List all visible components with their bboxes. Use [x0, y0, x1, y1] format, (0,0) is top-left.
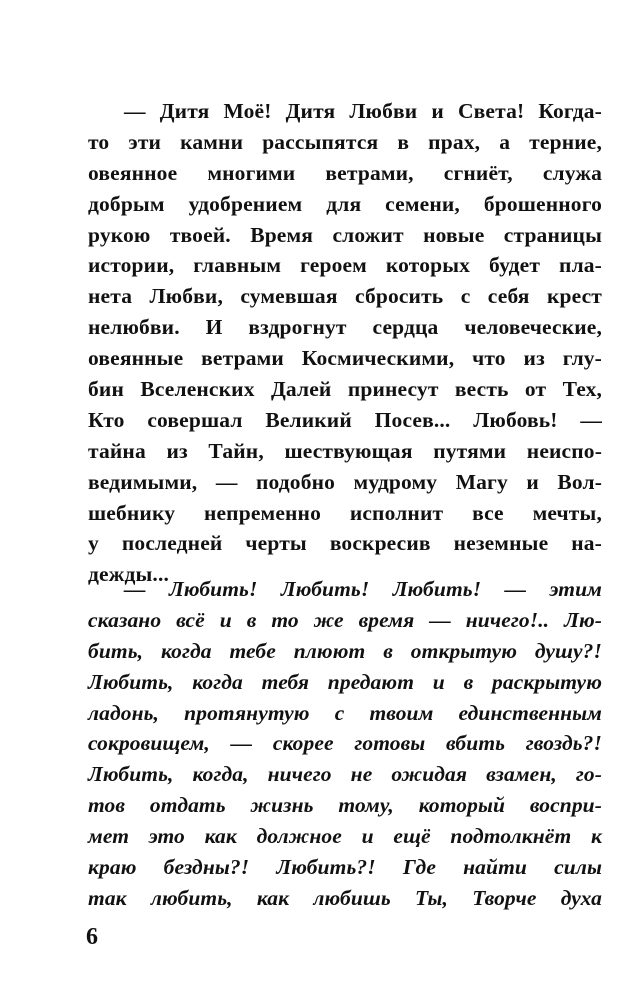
- text-line: нелюбви. И вздрогнут сердца человеческие,: [88, 315, 602, 340]
- text-line: у последней черты воскресив неземные на-: [88, 531, 602, 556]
- text-line: сокровищем, — скорее готовы вбить гвоздь?!: [88, 731, 602, 756]
- text-line: шебнику непременно исполнит все мечты,: [88, 500, 602, 525]
- text-line: так любить, как любишь Ты, Творче духа: [88, 885, 602, 910]
- text-line: рукою твоей. Время сложит новые страницы: [88, 222, 602, 247]
- text-line: истории, главным героем которых будет пла-: [88, 253, 602, 278]
- text-line: то эти камни рассыпятся в прах, а терние,: [88, 129, 602, 154]
- text-line: — Дитя Моё! Дитя Любви и Света! Когда-: [124, 99, 602, 123]
- page-number: 6: [86, 924, 98, 950]
- text-line: овеянные ветрами Космическими, что из глу-: [88, 346, 602, 371]
- text-line: дежды...: [88, 562, 169, 587]
- text-line: бин Вселенских Далей принесут весть от Тех,: [88, 377, 602, 402]
- text-line: краю бездны?! Любить?! Где найти силы: [88, 855, 602, 880]
- text-line: ведимыми, — подобно мудрому Магу и Вол-: [88, 469, 602, 494]
- text-line: тов отдать жизнь тому, который воспри-: [88, 793, 602, 818]
- text-line: бить, когда тебе плюют в открытую душу?!: [88, 638, 602, 663]
- text-line: ладонь, протянутую с твоим единственным: [88, 700, 602, 725]
- text-line: Любить, когда, ничего не ожидая взамен, го-: [88, 762, 602, 787]
- text-line: тайна из Тайн, шествующая путями неиспо-: [88, 438, 602, 463]
- text-line: сказано всё и в то же время — ничего!.. Лю-: [88, 607, 602, 632]
- text-line: Любить, когда тебя предают и в раскрытую: [88, 669, 602, 694]
- text-line: нета Любви, сумевшая сбросить с себя крест: [88, 284, 602, 309]
- text-line: добрым удобрением для семени, брошенного: [88, 191, 602, 216]
- paragraph-upright: [88, 96, 602, 590]
- text-line: Кто совершал Великий Посев... Любовь! —: [88, 407, 602, 432]
- text-line: — Любить! Любить! Любить! — этим: [124, 577, 602, 601]
- paragraph-italic: [88, 574, 602, 914]
- text-line: овеянное многими ветрами, сгниёт, служа: [88, 160, 602, 185]
- text-line: мет это как должное и ещё подтолкнёт к: [88, 824, 602, 849]
